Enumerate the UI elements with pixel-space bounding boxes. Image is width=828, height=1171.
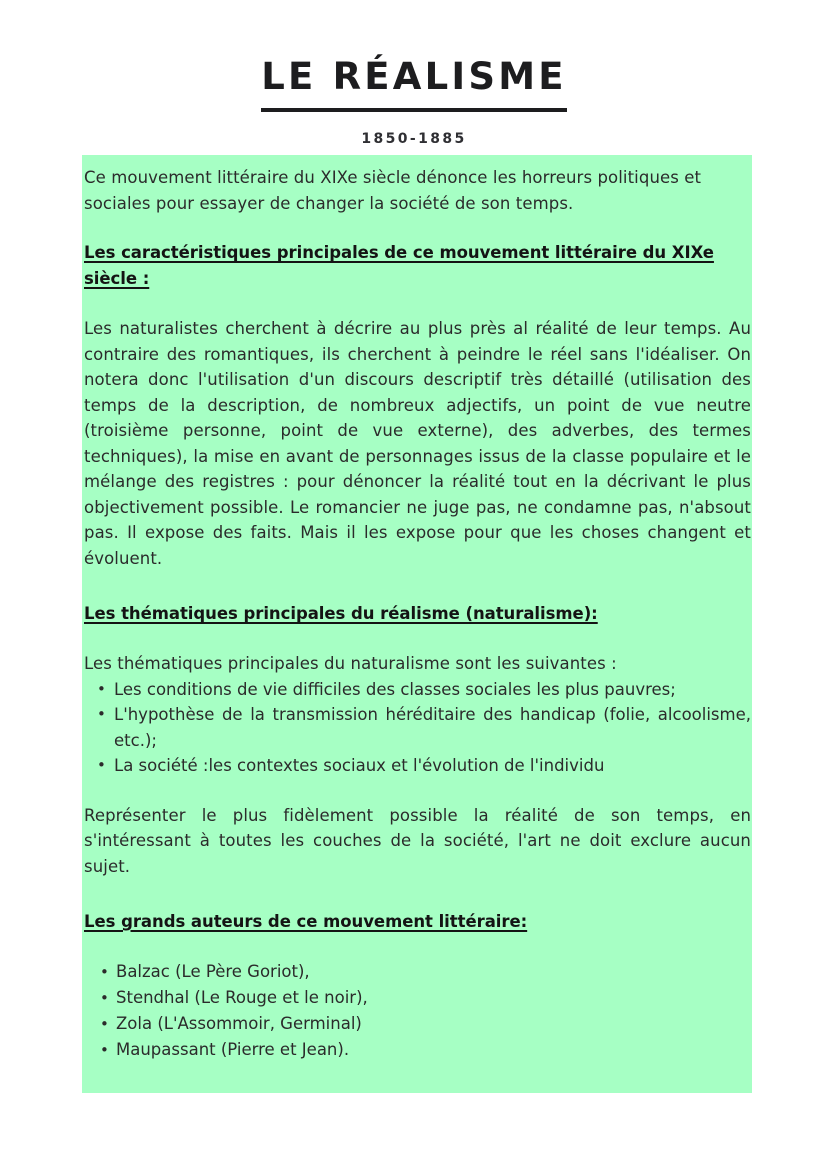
list-item: • L'hypothèse de la transmission héréditaire des handicap (folie, alcoolisme, etc.); bbox=[84, 702, 751, 753]
list-item: • Balzac (Le Père Goriot), bbox=[84, 959, 751, 985]
thematiques-closing-paragraph: Représenter le plus fidèlement possible la réalité de son temps, en s'intéressant à toutes les couches de la société, l'art ne doit exclure aucun sujet. bbox=[84, 805, 751, 876]
list-item: • Les conditions de vie difficiles des classes sociales les plus pauvres; bbox=[84, 677, 751, 703]
list-item: • Stendhal (Le Rouge et le noir), bbox=[84, 985, 751, 1011]
thematiques-bullet-list bbox=[84, 677, 751, 779]
section-paragraph-caracteristiques: Les naturalistes cherchent à décrire au plus près al réalité de leur temps. Au contraire des romantiques, ils cherchent à peindre le réel sans l'idéaliser. On notera donc l'utilisation d'un discours descriptif très détaillé (utilisation des temps de la description, de nombreux adjectifs, un point de vue neutre (troisième personne, point de vue externe), des adverbes, des termes techniques), la mise en avant de personnages issus de la classe populaire et le mélange des registres : pour dénoncer la réalité tout en la décrivant le plus objectivement possible. Le romancier ne juge pas, ne condamne pas, n'absout pas. Il expose des faits. Mais il les expose pour que les choses changent et évoluent. bbox=[84, 319, 751, 568]
authors-bullet-list bbox=[84, 959, 751, 1063]
list-item: • La société :les contextes sociaux et l'évolution de l'individu bbox=[84, 753, 751, 779]
intro-paragraph: Ce mouvement littéraire du XIXe siècle dénonce les horreurs politiques et sociales pour essayer de changer la société de son temps. bbox=[84, 168, 702, 213]
page-subtitle-date-range: 1850-1885 bbox=[361, 130, 467, 147]
highlighted-content-block bbox=[82, 155, 752, 1093]
thematiques-lead-text: Les thématiques principales du naturalisme sont les suivantes : bbox=[84, 654, 617, 673]
section-heading-grands-auteurs: Les grands auteurs de ce mouvement littéraire: bbox=[84, 912, 528, 931]
page-title: LE RÉALISME bbox=[261, 56, 566, 112]
section-heading-caracteristiques: Les caractéristiques principales de ce mouvement littéraire du XIXe siècle : bbox=[84, 243, 714, 288]
list-item: • Zola (L'Assommoir, Germinal) bbox=[84, 1011, 751, 1037]
section-heading-thematiques: Les thématiques principales du réalisme (naturalisme): bbox=[84, 604, 598, 623]
list-item: • Maupassant (Pierre et Jean). bbox=[84, 1037, 751, 1063]
title-block bbox=[0, 0, 828, 147]
